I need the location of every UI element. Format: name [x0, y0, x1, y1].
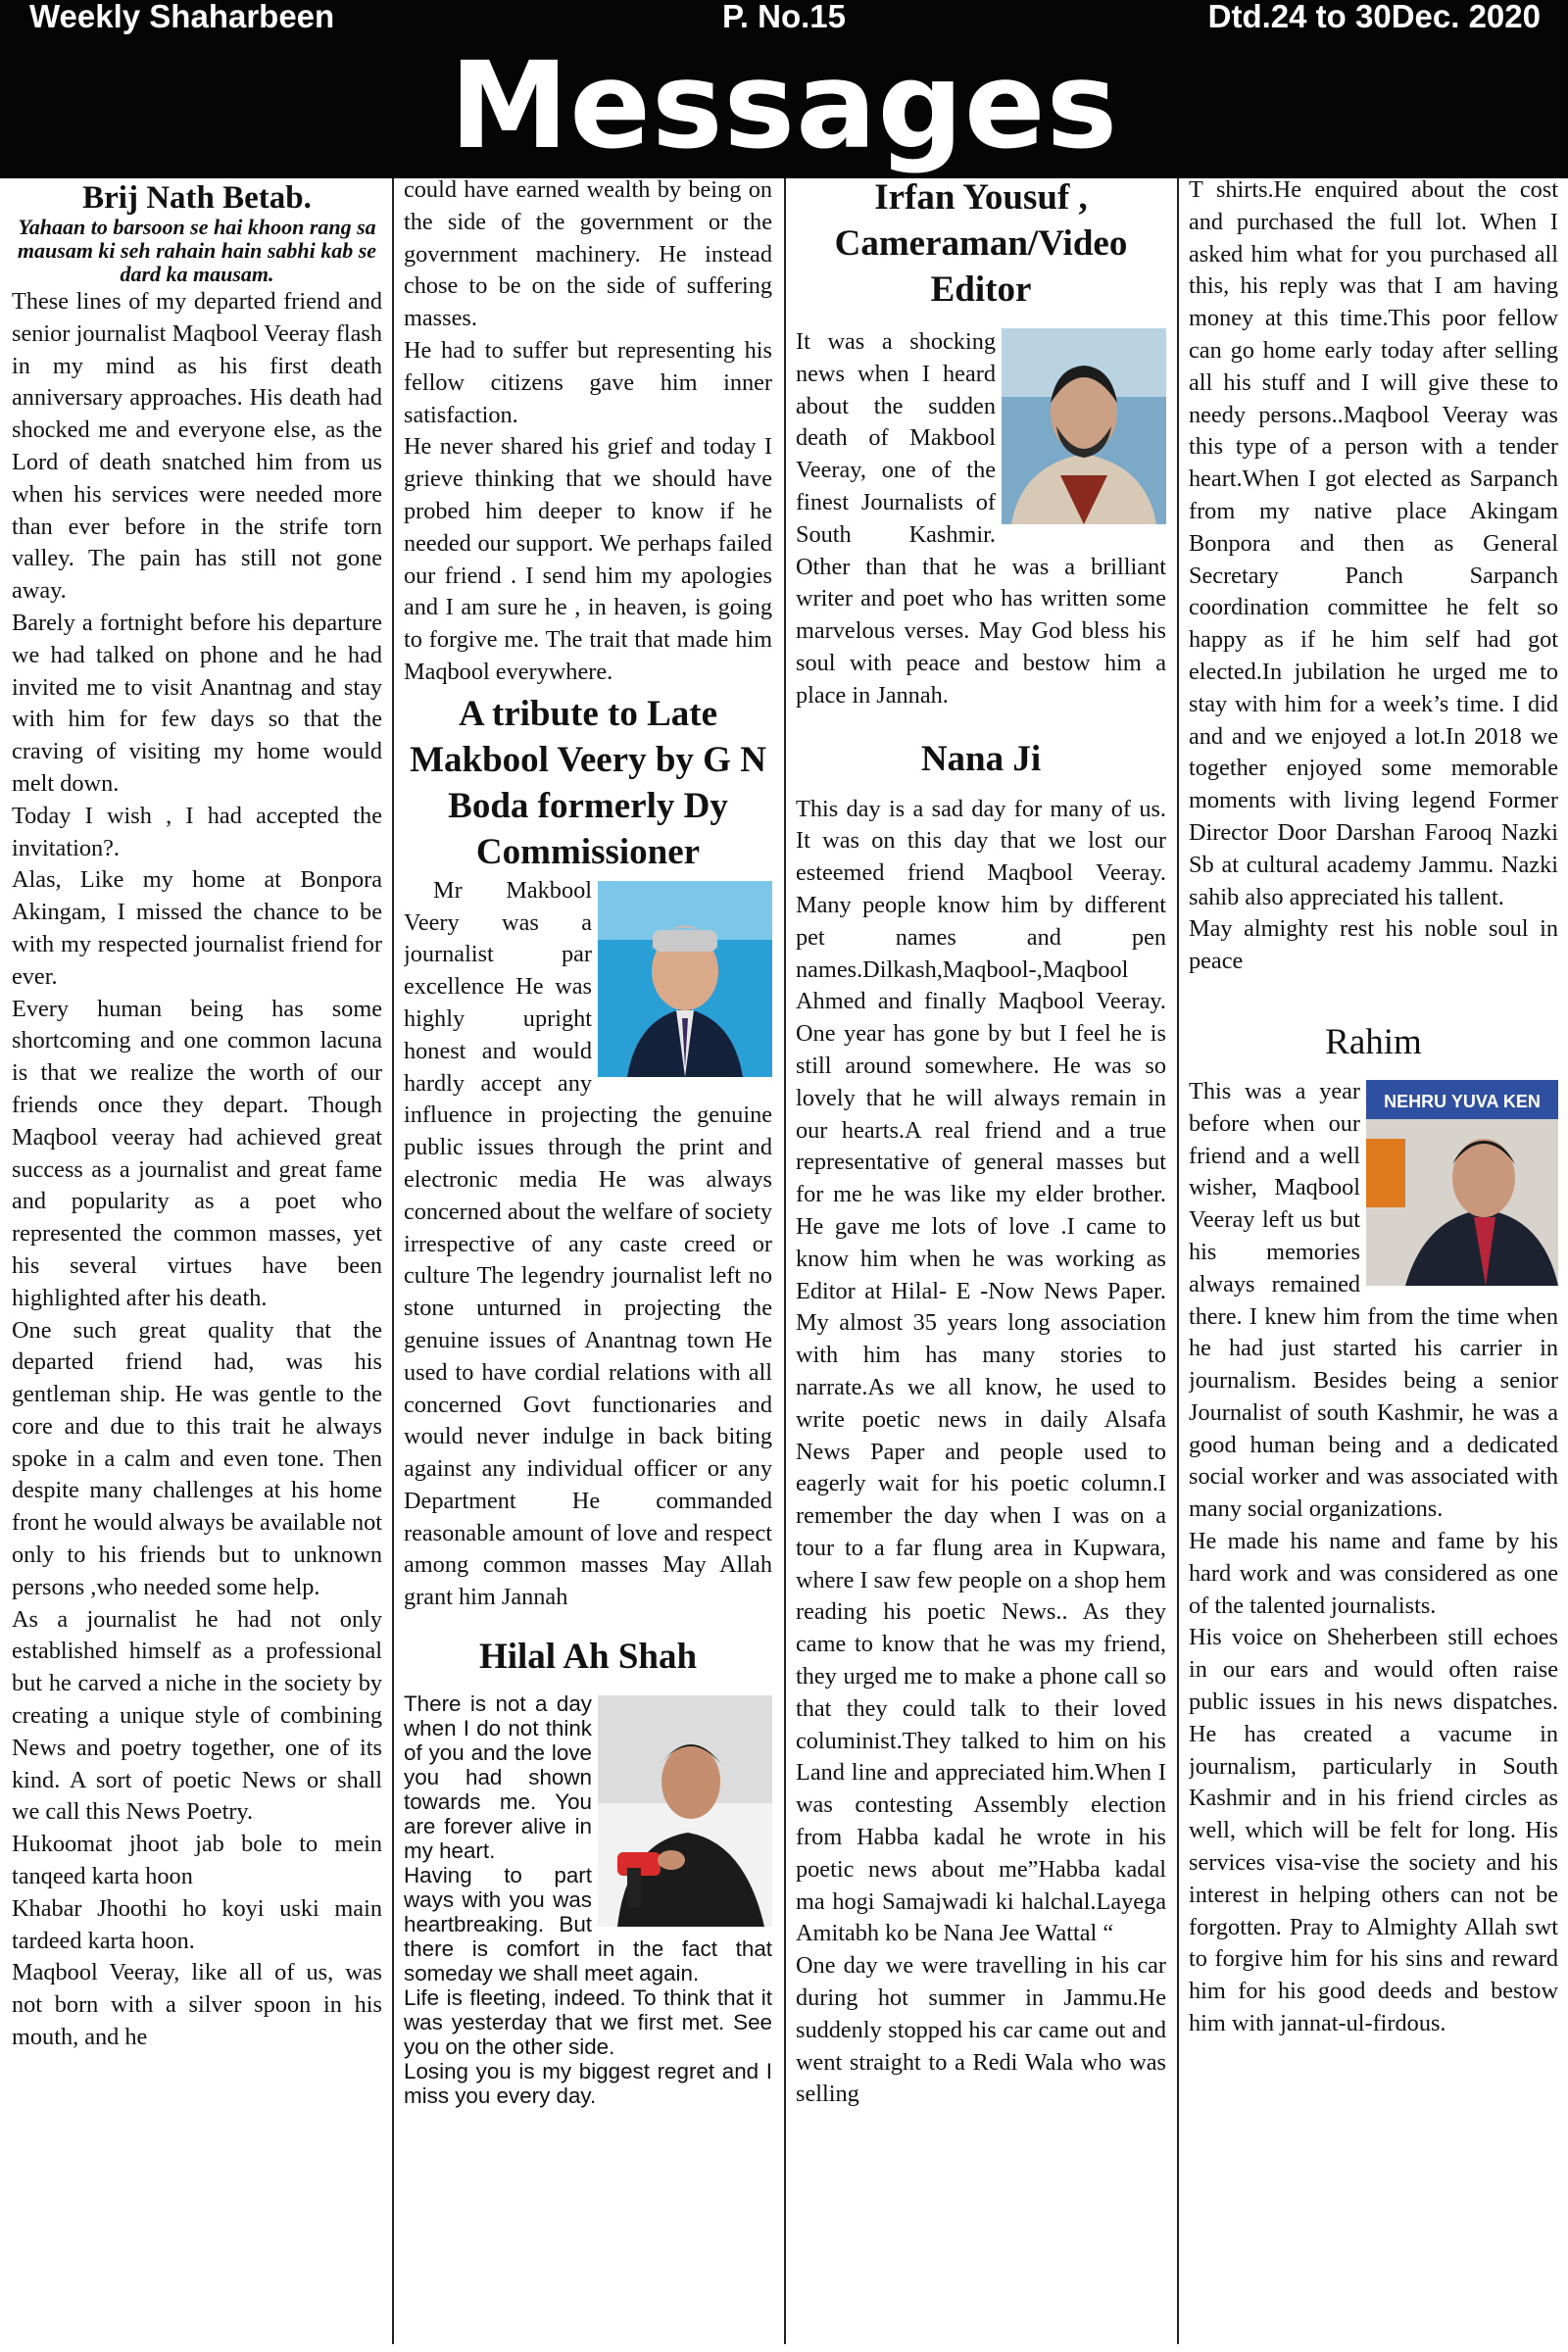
verse-line: Khabar Jhoothi ho koyi uski main tardeed karta hoon. — [12, 1894, 382, 1954]
paragraph: Having to part ways with you was heartbreaking. But there is comfort in the fact that someday we shall meet again. — [404, 1863, 772, 1986]
paper-name: Weekly Shaharbeen — [29, 0, 335, 34]
article-title-boda: A tribute to Late Makbool Veery by G N Boda formerly Dy Commissioner — [410, 693, 766, 872]
paragraph: It was a shocking news when I heard about the sudden death of Makbool Veeray, one of the finest Journalists of South Kashmir. Other than that he was a brilliant writer and poet who has written some marvelous verses. May God bless his soul with peace and bestow him a place in Jannah. — [796, 328, 1166, 709]
paragraph: Losing you is my biggest regret and I miss you every day. — [404, 2059, 772, 2109]
paragraph: He never shared his grief and today I grieve thinking that we should have probed him deeper to know if he needed our support. We perhaps failed our friend . I send him my apologies and I am sure he , in heaven, is going to forgive me. The trait that made him Maqbool everywhere. — [404, 433, 772, 685]
article-title-nanaji: Nana Ji — [920, 738, 1042, 779]
article-title-irfan: Irfan Yousuf , Cameraman/Video Editor — [834, 177, 1128, 310]
paragraph: He made his name and fame by his hard work and was considered as one of the talented journalists. — [1189, 1528, 1558, 1619]
paragraph: As a journalist he had not only established himself as a professional but he carved a niche in the society by creating a unique style of combining News and poetry together, one of its kind. A sort of poetic News or shall we call this News Poetry. — [12, 1605, 382, 1826]
paragraph: There is not a day when I do not think of you and the love you had shown towards me. You are forever alive in my heart. — [404, 1691, 592, 1864]
paragraph: This day is a sad day for many of us. It was on this day that we lost our esteemed friend Maqbool Veeray. Many people know him by different pet names and pen names.Dilkash,Maqbool-,Maqbool Ahmed and finally Maqbool Veeray. One year has gone by but I feel he is still around somewhere. He was so lovely that he will always remain in our hearts.A real friend and a true representative of general masses but for me he was like my elder brother. He gave me lots of love .I came to know him when he was working as Editor at Hilal- E -Now News Paper. My almost 35 years long association with him has many stories to narrate.As we all know, he used to write poetic news in daily Alsafa News Paper and people used to eagerly wait for his poetic column.I remember the day when I was on a tour to a far flung area in Kupwara, where I saw few people on a shop hem reading his poetic News.. As they came to know that he was my friend, they urged me to make a phone call so that they could talk to their loved columinist.They talked to him on his Land line and appreciated him.When I was contesting Assembly election from Habba kadal he wrote in his poetic news about me”Habba kadal ma hogi Samajwadi ki halchal.Layega Amitabh ko be Nana Jee Wattal “ — [796, 795, 1166, 1947]
column-divider — [784, 178, 786, 2344]
paragraph: One day we were travelling in his car during hot summer in Jammu.He suddenly stopped his car came out and went straight to a Redi Wala who was selling — [796, 1952, 1166, 2108]
rahim-photo — [1366, 1080, 1558, 1286]
paragraph: Life is fleeting, indeed. To think that it was yesterday that we first met. See you on the other side. — [404, 1985, 772, 2060]
verse-line: Hukoomat jhoot jab bole to mein tanqeed karta hoon — [12, 1831, 382, 1890]
column-3 — [796, 174, 1166, 2340]
paragraph: His voice on Sheherbeen still echoes in our ears and would often raise public issues in his news dispatches. He has created a vacume in journalism, particularly in South Kashmir and in his friend circles as well, which will be felt for long. His services visa-vise the society and his interest in helping others can not be forgotten. Pray to Almighty Allah swt to forgive him for his sins and reward him for his good deeds and bestow him with jannat-ul-firdous. — [1189, 1624, 1558, 2037]
section-title: Messages — [449, 36, 1119, 175]
paragraph: Alas, Like my home at Bonpora Akingam, I missed the chance to be with my respected journalist friend for ever. — [12, 866, 382, 990]
paragraph: One such great quality that the departed friend had, was his gentleman ship. He was gentle to the core and due to this trait he always spoke in a calm and even tone. Then despite many challenges at his home front he would always be available not only to his friends but to unknown persons ,who needed some help. — [12, 1316, 382, 1600]
article-verse: Yahaan to barsoon se hai khoon rang sa mausam ki seh rahain hain sabhi kab se dard ka mausam. — [17, 215, 377, 286]
column-2 — [404, 174, 772, 2340]
paragraph: Every human being has some shortcoming and one common lacuna is that we realize the worth of our friends once they depart. Though Maqbool veeray had achieved great success as a journalist and great fame and popularity as a poet who represented the common masses, yet his several virtues have been highlighted after his death. — [12, 995, 382, 1311]
page-number: P. No.15 — [722, 0, 846, 34]
paragraph: Maqbool Veeray, like all of us, was not born with a silver spoon in his mouth, and he — [12, 1959, 382, 2051]
irfan-photo — [1002, 328, 1166, 524]
paragraph: May almighty rest his noble soul in peace — [1189, 915, 1558, 975]
article-title-betab: Brij Nath Betab. — [82, 180, 312, 216]
photo-banner-text: NEHRU YUVA KEN — [1384, 1091, 1541, 1111]
portrait-photo — [598, 881, 772, 1077]
column-1 — [12, 174, 382, 2340]
paragraph: Mr Makbool Veery was a journalist par excellence He was highly upright honest and would hardly accept any influence in projecting the genuine public issues through the print and electronic media He was always concerned about the welfare of society irrespective of any caste creed or culture The legendry journalist left no stone unturned in projecting the genuine issues of Anantnag town He used to have cordial relations with all concerned Govt functionaries and would never indulge in back biting against any individual officer or any Department He commanded reasonable amount of love and respect among common masses May Allah grant him Jannah — [404, 876, 772, 1611]
paragraph: These lines of my departed friend and senior journalist Maqbool Veeray flash in my mind as his first death anniversary approaches. His death had shocked me and everyone else, as the Lord of death snatched him from us when his services were needed more than ever before in the strife torn valley. The pain has still not gone away. — [12, 288, 382, 605]
article-title-rahim: Rahim — [1325, 1021, 1422, 1062]
paragraph: This was a year before when our friend and a well wisher, Maqbool Veeray left us but his memories always remained there. I knew him from the time when he had just started his carrier in journalism. Besides being a senior Journalist of south Kashmir, he was a good human being and a dedicated social worker and was associated with many social organizations. — [1189, 1077, 1558, 1523]
hilal-photo — [598, 1695, 772, 1927]
paragraph: He had to suffer but representing his fellow citizens gave him inner satisfaction. — [404, 336, 772, 428]
issue-date: Dtd.24 to 30Dec. 2020 — [1207, 0, 1541, 34]
column-divider — [1177, 178, 1179, 2344]
paragraph: Barely a fortnight before his departure we had talked on phone and he had invited me to visit Anantnag and stay with him for few days so that the craving of visiting my home would melt down. — [12, 609, 382, 797]
column-4 — [1189, 174, 1558, 2340]
column-divider — [392, 178, 394, 2344]
article-title-hilal: Hilal Ah Shah — [478, 1637, 698, 1678]
paragraph: Today I wish , I had accepted the invitation?. — [12, 802, 382, 861]
paragraph: could have earned wealth by being on the side of the government or the government machinery. He instead chose to be on the side of suffering masses. — [404, 176, 772, 332]
paragraph: T shirts.He enquired about the cost and purchased the full lot. When I asked him what for you purchased all this, his reply was that I am having money at this time.This poor fellow can go home early today after selling all his stuff and I will give these to needy persons..Maqbool Veeray was this type of a person with a tender heart.When I got elected as Sarpanch from my native place Akingam Bonpora and then as General Secretary Panch Sarpanch coordination committee he felt so happy as if he him self had got elected.In jubilation he urged me to stay with him for a week’s time. I did and and we enjoyed a lot.In 2018 we together enjoyed some memorable moments with living legend Former Director Door Darshan Farooq Nazki Sb at cultural academy Jammu. Nazki sahib also appreciated his tallent. — [1189, 176, 1558, 910]
